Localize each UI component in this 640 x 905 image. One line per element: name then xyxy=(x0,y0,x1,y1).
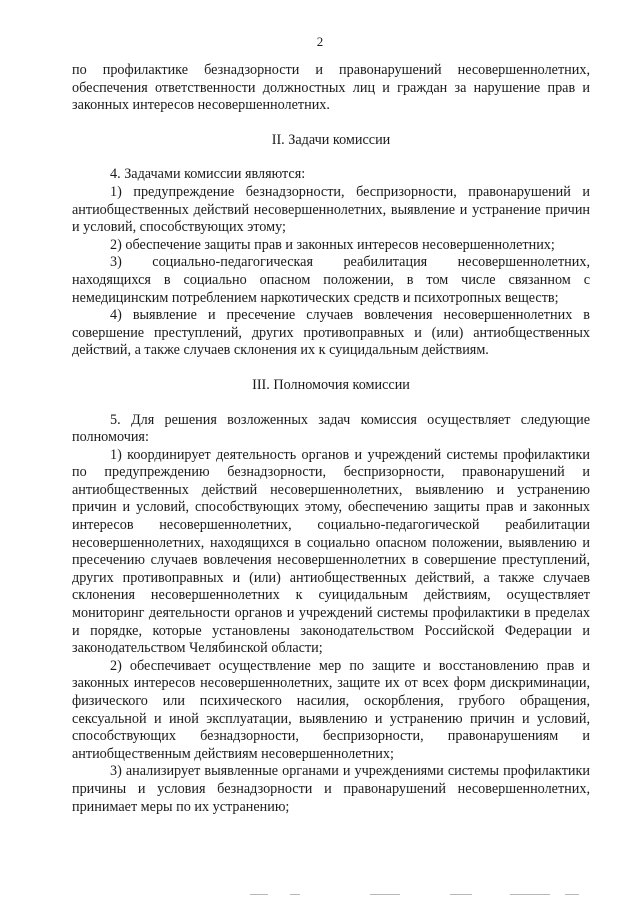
section-heading-tasks: II. Задачи комиссии xyxy=(271,131,391,148)
list-item-power-1: 1) координирует деятельность органов и учреждений системы профилактики по предупреждению безнадзорности, беспризорности, правонарушений и антиобщественных действий несовершеннолетних, выявлению и устранению причин и условий, способствующих этому, обеспечению защиты прав и законных интересов несовершеннолетних, социально-педагогической реабилитации несовершеннолетних, находящихся в социально опасном положении, выявлению и пресечению случаев вовлечения несовершеннолетних в совершение преступлений, других противоправных и (или) антиобщественных действий, а также случаев склонения несовершеннолетних к суицидальным действиям, осуществляет мониторинг деятельности органов и учреждений системы профилактики в пределах и порядке, которые установлены законодательством Российской Федерации и законодательством Челябинской области; xyxy=(72,446,590,657)
page-number: 2 xyxy=(316,34,324,49)
paragraph-item-5: 5. Для решения возложенных задач комиссия осуществляет следующие полномочия: xyxy=(72,411,590,446)
list-item-task-4: 4) выявление и пресечение случаев вовлечения несовершеннолетних в совершение преступлений, других противоправных и (или) антиобщественных действий, а также случаев склонения их к суицидальным действиям. xyxy=(72,307,590,359)
document-body xyxy=(72,62,590,816)
list-item-task-2: 2) обеспечение защиты прав и законных интересов несовершеннолетних; xyxy=(110,236,555,253)
paragraph-continuation: по профилактике безнадзорности и правонарушений несовершеннолетних, обеспечения ответственности должностных лиц и граждан за нарушение прав и законных интересов несовершеннолетних. xyxy=(72,62,590,114)
list-item-task-1: 1) предупреждение безнадзорности, беспризорности, правонарушений и антиобщественных действий несовершеннолетних, выявление и устранение причин и условий, способствующих этому; xyxy=(72,183,590,236)
paragraph-item-4: 4. Задачами комиссии являются: xyxy=(110,166,306,183)
list-item-task-3: 3) социально-педагогическая реабилитация несовершеннолетних, находящихся в социально опасном положении, в том числе связанном с немедицинским потреблением наркотических средств и психотропных веществ; xyxy=(72,254,590,306)
section-heading-powers: III. Полномочия комиссии xyxy=(252,376,410,393)
list-item-power-2: 2) обеспечивает осуществление мер по защите и восстановлению прав и законных интересов несовершеннолетних, защите их от всех форм дискриминации, физического или психического насилия, оскорбления, грубого обращения, сексуальной и иной эксплуатации, выявлению и устранению причин и условий, способствующих безнадзорности, беспризорности, правонарушениям и антиобщественным действиям несовершеннолетних; xyxy=(72,657,590,762)
list-item-power-3: 3) анализирует выявленные органами и учреждениями системы профилактики причины и условия безнадзорности и правонарушений несовершеннолетних, принимает меры по их устранению; xyxy=(72,763,590,815)
scan-artifact-marks xyxy=(250,892,590,898)
